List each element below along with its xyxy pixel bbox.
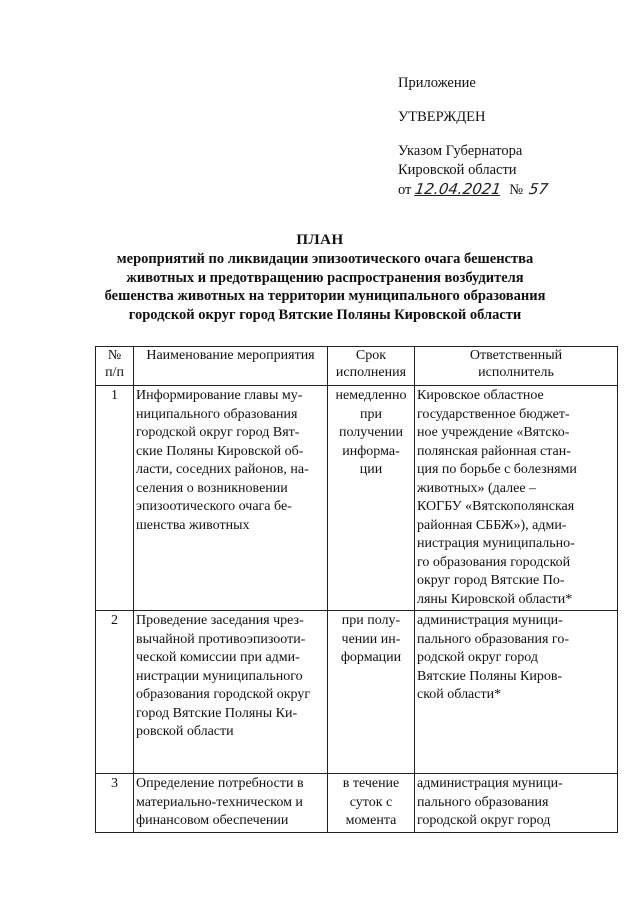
subtitle-line: бешенства животных на территории муниципального образования	[104, 288, 546, 304]
term-of-execution-line: момента	[345, 813, 397, 828]
responsible-executor-line: городской округ город	[417, 813, 551, 828]
responsible-executor-line: нистрация муниципально-	[417, 536, 575, 551]
responsible-executor-line: ской области*	[417, 687, 502, 702]
responsible-executor-line: районная СББЖ»), адми-	[417, 517, 567, 533]
subtitle-line: городской округ город Вятские Поляны Кировской области	[128, 306, 522, 323]
handwritten-number: 57	[527, 180, 550, 198]
activity-name-line: селения о возникновении	[136, 480, 288, 496]
responsible-executor-line: государственное бюджет-	[417, 406, 570, 422]
activity-name	[134, 774, 328, 833]
handwritten-date: 12.04.2021	[414, 180, 503, 198]
term-of-execution-line: при полу-	[341, 613, 401, 628]
activity-name-line: шенства животных	[136, 517, 250, 533]
number-sign: №	[509, 182, 524, 198]
appendix-label: Приложение	[398, 75, 476, 91]
activity-name	[134, 386, 328, 611]
term-of-execution-line: при	[360, 406, 382, 422]
term-of-execution-line: ции	[359, 462, 383, 477]
approved-label: УТВЕРЖДЕН	[398, 109, 486, 125]
approval-block	[398, 74, 618, 200]
responsible-executor	[415, 774, 618, 833]
responsible-executor-line: ция по борьбе с болезнями	[417, 462, 577, 477]
row-number: 1	[96, 386, 134, 611]
header-term-line: Срок	[355, 348, 387, 363]
responsible-executor-line: администрация муници-	[417, 613, 563, 628]
responsible-executor-line: Кировское областное	[417, 388, 544, 403]
header-num-line: №	[107, 348, 122, 363]
term-of-execution-line: чении ин-	[341, 631, 401, 647]
activity-name	[134, 611, 328, 774]
activity-name-line: вычайной противоэпизооти-	[136, 631, 306, 647]
activity-name-line: город Вятские Поляны Ки-	[136, 705, 298, 721]
table-row	[96, 386, 618, 611]
activity-name-line: ческой комиссии при адми-	[136, 650, 300, 665]
responsible-executor-line: ное учреждение «Вятско-	[417, 425, 570, 440]
header-responsible	[415, 347, 618, 386]
decree-line-2: Кировской области	[398, 162, 517, 178]
decree-line-1: Указом Губернатора	[398, 143, 523, 159]
term-of-execution-line: в течение	[342, 776, 400, 791]
activity-name-line: материально-техническом и	[136, 794, 303, 810]
responsible-executor-line: пального образования	[417, 794, 549, 810]
row-number: 2	[96, 611, 134, 774]
from-word: от	[398, 182, 412, 198]
term-of-execution-line: немедленно	[335, 388, 407, 403]
term-of-execution	[328, 386, 415, 611]
activity-name-line: Определение потребности в	[136, 776, 304, 791]
plan-title: ПЛАН	[296, 232, 344, 248]
responsible-executor-line: КОГБУ «Вятскополянская	[417, 499, 575, 514]
header-name-line: Наименование мероприятия	[146, 348, 315, 363]
responsible-executor-line: пального образования го-	[417, 631, 569, 647]
table-row	[96, 611, 618, 774]
activity-name-line: ровской области	[136, 724, 234, 739]
term-of-execution-line: информа-	[342, 443, 400, 459]
activity-name-line: финансовом обеспечении	[136, 813, 289, 828]
responsible-executor-line: животных» (далее –	[417, 480, 537, 496]
activity-name-line: Информирование главы му-	[136, 388, 303, 403]
header-term-line: исполнения	[335, 364, 407, 380]
header-term	[328, 347, 415, 386]
header-name	[134, 347, 328, 386]
responsible-executor-line: го образования городской	[417, 554, 571, 570]
responsible-executor	[415, 611, 618, 774]
activity-name-line: ниципального образования	[136, 406, 298, 422]
activity-name-line: ские Поляны Кировской об-	[136, 443, 304, 459]
activity-name-line: городской округ город Вят-	[136, 425, 300, 440]
table-header-row	[96, 347, 618, 386]
activity-name-line: нистрации муниципального	[136, 668, 303, 684]
responsible-executor-line: ляны Кировской области*	[417, 591, 573, 607]
row-number: 3	[96, 774, 134, 833]
header-num-line: п/п	[105, 364, 124, 380]
subtitle-line: животных и предотвращению распространения возбудителя	[126, 269, 524, 286]
decree-date-number	[398, 180, 618, 200]
table-row	[96, 774, 618, 833]
header-resp-line: исполнитель	[478, 364, 554, 380]
term-of-execution-line: получении	[338, 425, 404, 440]
activity-name-line: эпизоотического очага бе-	[136, 499, 292, 514]
responsible-executor-line: родской округ город	[417, 650, 538, 665]
responsible-executor-line: округ город Вятские По-	[417, 573, 565, 588]
plan-table	[95, 346, 618, 833]
term-of-execution	[328, 611, 415, 774]
activity-name-line: образования городской округ	[136, 687, 311, 702]
header-num	[96, 347, 134, 386]
responsible-executor	[415, 386, 618, 611]
plan-subtitle	[90, 250, 560, 324]
term-of-execution-line: суток с	[349, 794, 393, 810]
subtitle-line: мероприятий по ликвидации эпизоотического очага бешенства	[116, 251, 534, 267]
responsible-executor-line: полянская районная стан-	[417, 443, 571, 459]
activity-name-line: Проведение заседания чрез-	[136, 613, 304, 628]
header-resp-line: Ответственный	[469, 348, 563, 363]
term-of-execution-line: формации	[340, 650, 402, 665]
term-of-execution	[328, 774, 415, 833]
activity-name-line: ласти, соседних районов, на-	[136, 462, 309, 477]
responsible-executor-line: администрация муници-	[417, 776, 563, 791]
responsible-executor-line: Вятские Поляны Киров-	[417, 668, 563, 684]
